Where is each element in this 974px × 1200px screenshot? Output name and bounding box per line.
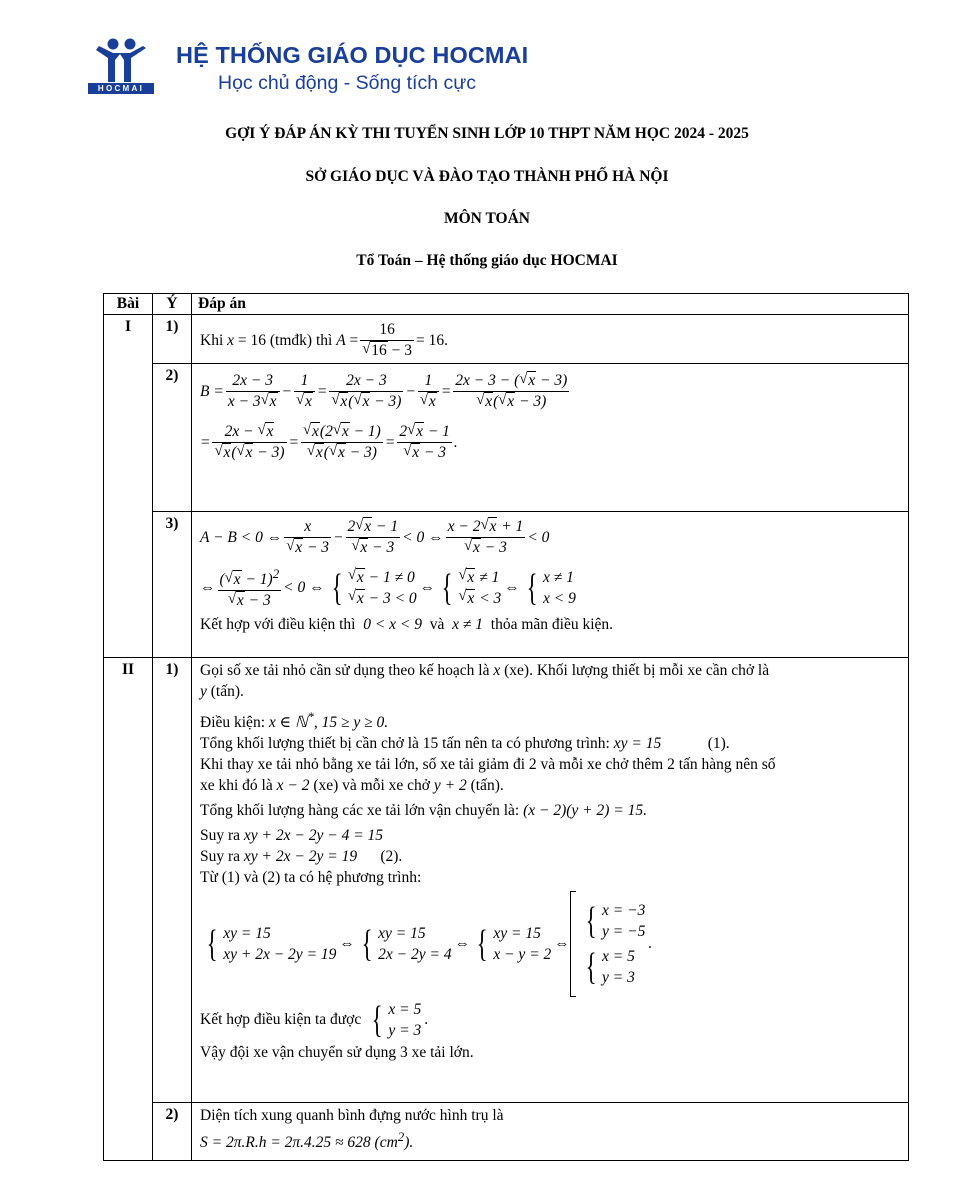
answer-cell: B = $\frac{2x - 3}{x - 3√ x}$ − 1 √ x = 2x − 3 √ x(√ x − 3) − 1 √ x = 2x − 3 − (√ x − 3) √ x(√ x − 3) = 2x − √ x √ x(√ x − 3) = √ x(2√ x − 1) √ x(√ x − 3) = 2√ x − 1 √ x − 3 . — [192, 364, 909, 512]
answer-cell: A − B < 0 ⇔ x √ x − 3 − 2√ x − 1 √ x − 3 < 0 ⇔ x − 2√ x + 1 √ x − 3 < 0 ⇔ (√ x − 1)$^2$ √ x − 3 < 0 ⇔ { √ x − 1 ≠ 0 √ x − 3 < 0 ⇔ { √ x ≠ 1 √ x < 3 ⇔ { x ≠ 1 x < 9 Kết hợp với điều kiện thì 0 < x < 9 và x ≠ 1 thỏa mãn điều kiện. — [192, 512, 909, 658]
brand-slogan: Học chủ động - Sống tích cực — [218, 72, 477, 94]
text-span: Kết hợp với điều kiện thì — [200, 616, 356, 634]
table-header-row — [104, 294, 909, 315]
text-span: Tổng khối lượng thiết bị cần chở là 15 tấn nên ta có phương trình: — [200, 735, 610, 753]
text-span: Diện tích xung quanh bình đựng nước hình trụ là — [200, 1107, 504, 1124]
bai-label: I — [104, 315, 153, 658]
text-span: Vậy đội xe vận chuyển sử dụng 3 xe tải lớn. — [200, 1044, 474, 1062]
text-span: Suy ra — [200, 827, 241, 845]
table-row — [104, 512, 909, 658]
text-span: (tấn). — [210, 683, 244, 700]
text-span: Gọi số xe tải nhỏ cần sử dụng theo kế hoạch là — [200, 662, 490, 679]
text-span: Suy ra — [200, 848, 241, 866]
text-span: Khi thay xe tải nhỏ bằng xe tải lớn, số xe tải giảm đi 2 và mỗi xe chở thêm 2 tấn hàng nên số — [200, 756, 776, 774]
table-row — [104, 364, 909, 512]
part-label: 2) — [153, 364, 192, 512]
part-label: 2) — [153, 1103, 192, 1161]
text-span: (xe) và mỗi xe chở — [313, 777, 430, 795]
bai-label: II — [104, 658, 153, 1161]
text-span: (xe). Khối lượng thiết bị mỗi xe cần chở là — [504, 662, 770, 679]
part-label: 1) — [153, 658, 192, 1103]
text-span: Từ (1) và (2) ta có hệ phương trình: — [200, 869, 422, 887]
text-span: Điều kiện: — [200, 714, 265, 732]
text-span: (tấn). — [470, 777, 504, 795]
people-logo-icon — [88, 38, 158, 84]
brand-small-label: HOCMAI — [88, 83, 154, 94]
text-span: (2). — [380, 848, 403, 866]
part-label: 1) — [153, 315, 192, 364]
brand-title: HỆ THỐNG GIÁO DỤC HOCMAI — [176, 42, 529, 68]
text-span: Khi — [200, 331, 224, 349]
text-span: xe khi đó là — [200, 777, 273, 795]
answer-cell: Gọi số xe tải nhỏ cần sử dụng theo kế hoạch là x (xe). Khối lượng thiết bị mỗi xe cần chở là y (tấn). Điều kiện: x ∈ ℕ*, 15 ≥ y ≥ 0. Tổng khối lượng thiết bị cần chở là 15 tấn nên ta có phương trình: xy = 15 (1). Khi thay xe tải nhỏ bằng xe tải lớn, số xe tải giảm đi 2 và mỗi xe chở thêm 2 tấn hàng nên số xe khi đó là x − 2 (xe) và mỗi xe chở y + 2 (tấn). Tổng khối lượng hàng các xe tải lớn vận chuyển là: (x − 2)(y + 2) = 15. Suy ra xy + 2x − 2y − 4 = 15 Suy ra xy + 2x − 2y = 19 (2). Từ (1) và (2) ta có hệ phương trình: { xy = 15 xy + 2x − 2y = 19 ⇔ { xy = 15 2x − 2y = 4 ⇔ { xy = 15 x − y = 2 ⇔ { x = −3 y = −5 { x = 5 y = 3 . Kết hợp điều kiện ta được { x = 5 y = 3 . Vậy đội xe vận chuyển sử dụng 3 xe tải lớn. — [192, 658, 909, 1103]
table-row — [104, 658, 909, 1103]
department-title: SỞ GIÁO DỤC VÀ ĐÀO TẠO THÀNH PHỐ HÀ NỘI — [305, 168, 669, 185]
text-span: (1). — [707, 735, 730, 753]
hocmai-logo — [88, 38, 568, 100]
answer-table — [103, 293, 909, 1161]
answer-cell: Diện tích xung quanh bình đựng nước hình trụ là S = 2π.R.h = 2π.4.25 ≈ 628 $(cm^2)$. — [192, 1103, 909, 1161]
header-y: Ý — [153, 294, 192, 315]
table-row — [104, 1103, 909, 1161]
subject-title: MÔN TOÁN — [444, 210, 530, 227]
answer-cell: Khi x = 16 (tmđk) thì A = 16 √ 16 − 3 = 16. — [192, 315, 909, 364]
header-dapan: Đáp án — [192, 294, 909, 315]
text-span: Kết hợp điều kiện ta được — [200, 1011, 362, 1029]
text-span: và — [429, 616, 445, 634]
author-title: Tổ Toán – Hệ thống giáo dục HOCMAI — [356, 252, 618, 269]
text-span: (tmđk) thì — [269, 331, 333, 349]
part-label: 3) — [153, 512, 192, 658]
exam-title: GỢI Ý ĐÁP ÁN KỲ THI TUYỂN SINH LỚP 10 THPT NĂM HỌC 2024 - 2025 — [225, 125, 749, 142]
table-row — [104, 315, 909, 364]
header-bai: Bài — [104, 294, 153, 315]
text-span: Tổng khối lượng hàng các xe tải lớn vận chuyển là: — [200, 802, 520, 820]
text-span: thỏa mãn điều kiện. — [490, 616, 614, 634]
